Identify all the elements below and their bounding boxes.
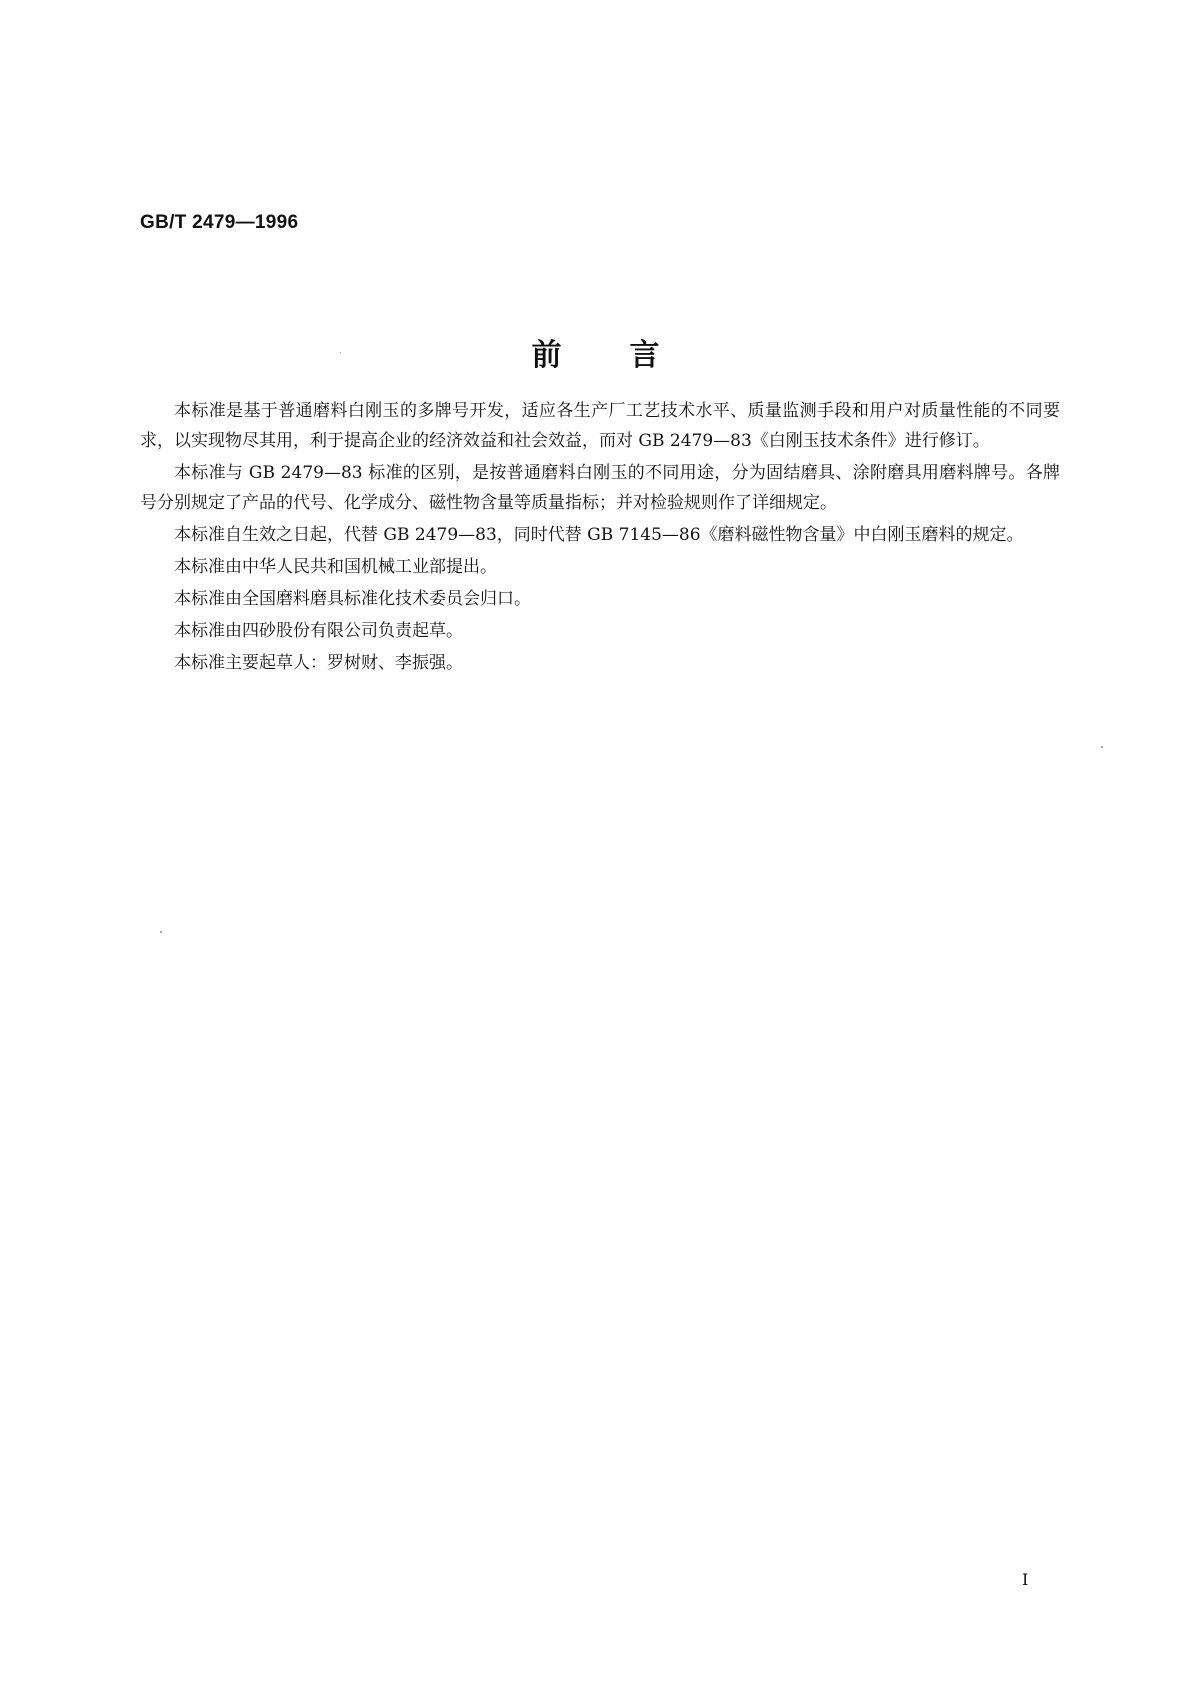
- paragraph-revision-basis: 本标准是基于普通磨料白刚玉的多牌号开发，适应各生产厂工艺技术水平、质量监测手段和用户对质量性能的不同要求，以实现物尽其用，利于提高企业的经济效益和社会效益，而对 GB 2479—83《白刚玉技术条件》进行修订。: [140, 401, 1060, 451]
- scan-speck: [160, 931, 162, 933]
- scan-speck: [340, 352, 341, 353]
- paragraph-drafters: 本标准主要起草人：罗树财、李振强。: [174, 653, 463, 673]
- paragraph-drafting-unit: 本标准由四砂股份有限公司负责起草。: [174, 621, 463, 641]
- paragraph-administrator: 本标准由全国磨料磨具标准化技术委员会归口。: [174, 589, 531, 609]
- paragraph-replacement: 本标准自生效之日起，代替 GB 2479—83，同时代替 GB 7145—86《磨料磁性物含量》中白刚玉磨料的规定。: [174, 525, 1024, 545]
- page-number: I: [1022, 1570, 1029, 1589]
- foreword-body: [140, 396, 1060, 680]
- page-title: 前言: [531, 338, 728, 373]
- paragraph-proposer: 本标准由中华人民共和国机械工业部提出。: [174, 557, 497, 577]
- standard-code: GB/T 2479—1996: [140, 212, 299, 233]
- scan-speck: [1101, 746, 1103, 748]
- paragraph-differences: 本标准与 GB 2479—83 标准的区别，是按普通磨料白刚玉的不同用途，分为固结磨具、涂附磨具用磨料牌号。各牌号分别规定了产品的代号、化学成分、磁性物含量等质量指标；并对检验规则作了详细规定。: [140, 463, 1060, 513]
